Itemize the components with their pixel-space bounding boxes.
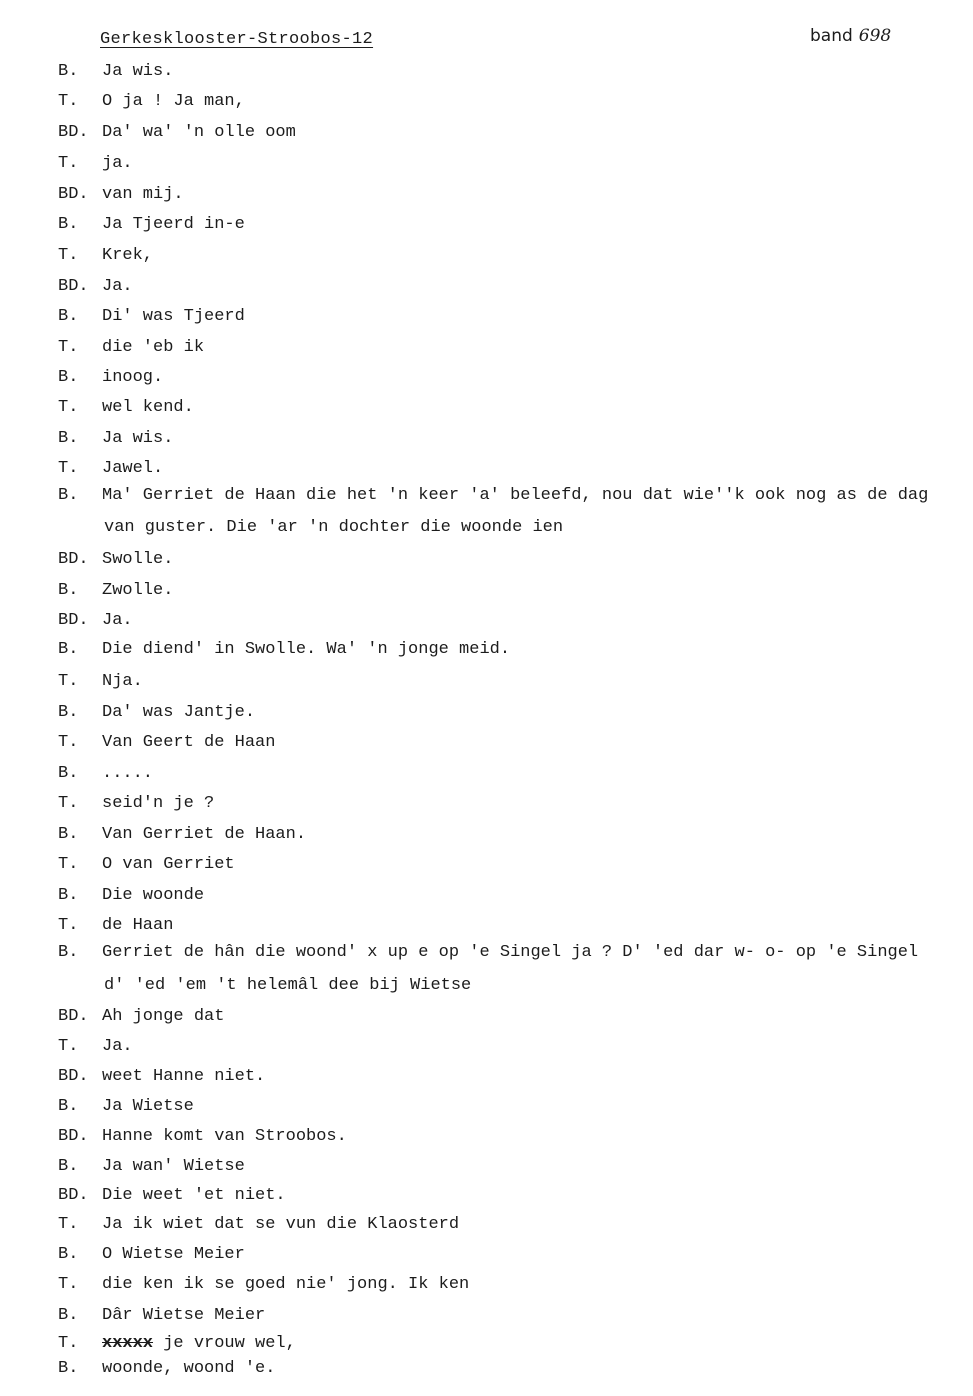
speaker-label: T. [58, 154, 79, 173]
utterance-continuation-text: d' 'ed 'em 't helemâl dee bij Wietse [104, 976, 472, 995]
page-number-value: 698 [858, 26, 892, 46]
speaker-label: B. [58, 62, 79, 81]
transcript-line [0, 1359, 973, 1383]
utterance-text: Van Geert de Haan [102, 733, 276, 752]
utterance-text: Gerriet de hân die woond' x up e op 'e Singel ja ? D' 'ed dar w- o- op 'e Singel [102, 943, 919, 962]
utterance-text: Ja Tjeerd in-e [102, 215, 245, 234]
utterance-text: Ah jonge dat [102, 1007, 225, 1026]
utterance-text [102, 1334, 296, 1353]
utterance-text: Jawel. [102, 459, 164, 478]
page-number [810, 26, 891, 46]
transcript-line [0, 1097, 973, 1121]
utterance-text: Ja wis. [102, 429, 174, 448]
utterance-text: ja. [102, 154, 133, 173]
speaker-label: T. [58, 1275, 79, 1294]
transcript-line [0, 640, 973, 664]
speaker-label: B. [58, 1245, 79, 1264]
utterance-text: de Haan [102, 916, 174, 935]
speaker-label: B. [58, 764, 79, 783]
transcript-line [0, 92, 973, 116]
speaker-label: T. [58, 92, 79, 111]
transcript-line [0, 581, 973, 605]
transcript-line [0, 277, 973, 301]
utterance-text: die 'eb ik [102, 338, 205, 357]
transcript-line [0, 703, 973, 727]
speaker-label: BD. [58, 1007, 89, 1026]
speaker-label: T. [58, 794, 79, 813]
utterance-text: Ja. [102, 611, 133, 630]
utterance-text: Hanne komt van Stroobos. [102, 1127, 347, 1146]
utterance-text: inoog. [102, 368, 164, 387]
document-title: Gerkesklooster-Stroobos-12 [100, 30, 374, 49]
transcript-line [0, 62, 973, 86]
transcript-line [0, 1067, 973, 1091]
speaker-label: B. [58, 215, 79, 234]
transcript-line [0, 1127, 973, 1151]
utterance-text: Ja. [102, 277, 133, 296]
speaker-label: B. [58, 640, 79, 659]
speaker-label: T. [58, 855, 79, 874]
utterance-text: ..... [102, 764, 154, 783]
transcript-line [0, 1037, 973, 1061]
utterance-text: Ja wis. [102, 62, 174, 81]
speaker-label: BD. [58, 1067, 89, 1086]
utterance-text: Die diend' in Swolle. Wa' 'n jonge meid. [102, 640, 511, 659]
utterance-continuation-text: van guster. Die 'ar 'n dochter die woonde ien [104, 518, 564, 537]
transcript-line [0, 1007, 973, 1031]
speaker-label: BD. [58, 123, 89, 142]
transcript-line [0, 398, 973, 422]
transcript-line [0, 215, 973, 239]
transcript-line [0, 368, 973, 392]
speaker-label: BD. [58, 1186, 89, 1205]
utterance-text: Da' was Jantje. [102, 703, 256, 722]
speaker-label: T. [58, 733, 79, 752]
utterance-text: Dâr Wietse Meier [102, 1306, 266, 1325]
utterance-text: Ja Wietse [102, 1097, 194, 1116]
speaker-label: T. [58, 459, 79, 478]
struck-text: xxxxx [102, 1334, 154, 1353]
transcript-line [0, 338, 973, 362]
utterance-text: die ken ik se goed nie' jong. Ik ken [102, 1275, 470, 1294]
speaker-label: B. [58, 1157, 79, 1176]
transcript-line [0, 855, 973, 879]
transcript-line [0, 1215, 973, 1239]
transcript-line [0, 185, 973, 209]
speaker-label: BD. [58, 1127, 89, 1146]
transcript-line [0, 916, 973, 940]
speaker-label: BD. [58, 550, 89, 569]
speaker-label: B. [58, 429, 79, 448]
transcript-line [0, 550, 973, 574]
speaker-label: T. [58, 338, 79, 357]
utterance-text: Ja wan' Wietse [102, 1157, 245, 1176]
transcript-line [0, 307, 973, 331]
transcript-line [0, 1186, 973, 1210]
transcript-line [0, 764, 973, 788]
utterance-text: O Wietse Meier [102, 1245, 245, 1264]
utterance-text: wel kend. [102, 398, 194, 417]
speaker-label: B. [58, 703, 79, 722]
speaker-label: B. [58, 1097, 79, 1116]
transcript-line [0, 1245, 973, 1269]
speaker-label: T. [58, 1334, 79, 1353]
speaker-label: B. [58, 943, 79, 962]
speaker-label: T. [58, 916, 79, 935]
utterance-text: Nja. [102, 672, 143, 691]
speaker-label: B. [58, 368, 79, 387]
transcript-line [0, 672, 973, 696]
speaker-label: BD. [58, 611, 89, 630]
utterance-text-rest: je vrouw wel, [153, 1334, 296, 1353]
utterance-text: O ja ! Ja man, [102, 92, 245, 111]
speaker-label: B. [58, 825, 79, 844]
transcript-line [0, 794, 973, 818]
transcript-line [0, 486, 973, 510]
speaker-label: T. [58, 398, 79, 417]
speaker-label: B. [58, 886, 79, 905]
transcript-line [0, 246, 973, 270]
utterance-text: van mij. [102, 185, 184, 204]
transcript-line [0, 1157, 973, 1181]
utterance-text: weet Hanne niet. [102, 1067, 266, 1086]
speaker-label: BD. [58, 185, 89, 204]
utterance-text: Da' wa' 'n olle oom [102, 123, 296, 142]
utterance-text: Van Gerriet de Haan. [102, 825, 307, 844]
utterance-text: Ja ik wiet dat se vun die Klaosterd [102, 1215, 460, 1234]
utterance-text: Zwolle. [102, 581, 174, 600]
transcript-line [0, 611, 973, 635]
utterance-text: Krek, [102, 246, 154, 265]
speaker-label: B. [58, 581, 79, 600]
transcript-line [0, 459, 973, 483]
speaker-label: B. [58, 486, 79, 505]
utterance-text: Ma' Gerriet de Haan die het 'n keer 'a' beleefd, nou dat wie''k ook nog as de dag [102, 486, 929, 505]
speaker-label: B. [58, 1359, 79, 1378]
utterance-text: Die woonde [102, 886, 205, 905]
utterance-text: woonde, woond 'e. [102, 1359, 276, 1378]
utterance-text: Ja. [102, 1037, 133, 1056]
utterance-text: seid'n je ? [102, 794, 215, 813]
speaker-label: BD. [58, 277, 89, 296]
transcript-line [0, 733, 973, 757]
transcript-line [0, 825, 973, 849]
page-prefix: band [810, 26, 853, 46]
utterance-text: O van Gerriet [102, 855, 235, 874]
utterance-text: Die weet 'et niet. [102, 1186, 286, 1205]
transcript-line [0, 429, 973, 453]
transcript-line [0, 1275, 973, 1299]
speaker-label: T. [58, 672, 79, 691]
transcript-line [0, 154, 973, 178]
speaker-label: B. [58, 1306, 79, 1325]
utterance-text: Swolle. [102, 550, 174, 569]
transcript-line [0, 943, 973, 967]
speaker-label: T. [58, 1215, 79, 1234]
transcript-line [0, 123, 973, 147]
speaker-label: B. [58, 307, 79, 326]
transcript-line [0, 1306, 973, 1330]
speaker-label: T. [58, 246, 79, 265]
speaker-label: T. [58, 1037, 79, 1056]
utterance-text: Di' was Tjeerd [102, 307, 245, 326]
transcript-line [0, 886, 973, 910]
transcript-line [0, 1334, 973, 1358]
